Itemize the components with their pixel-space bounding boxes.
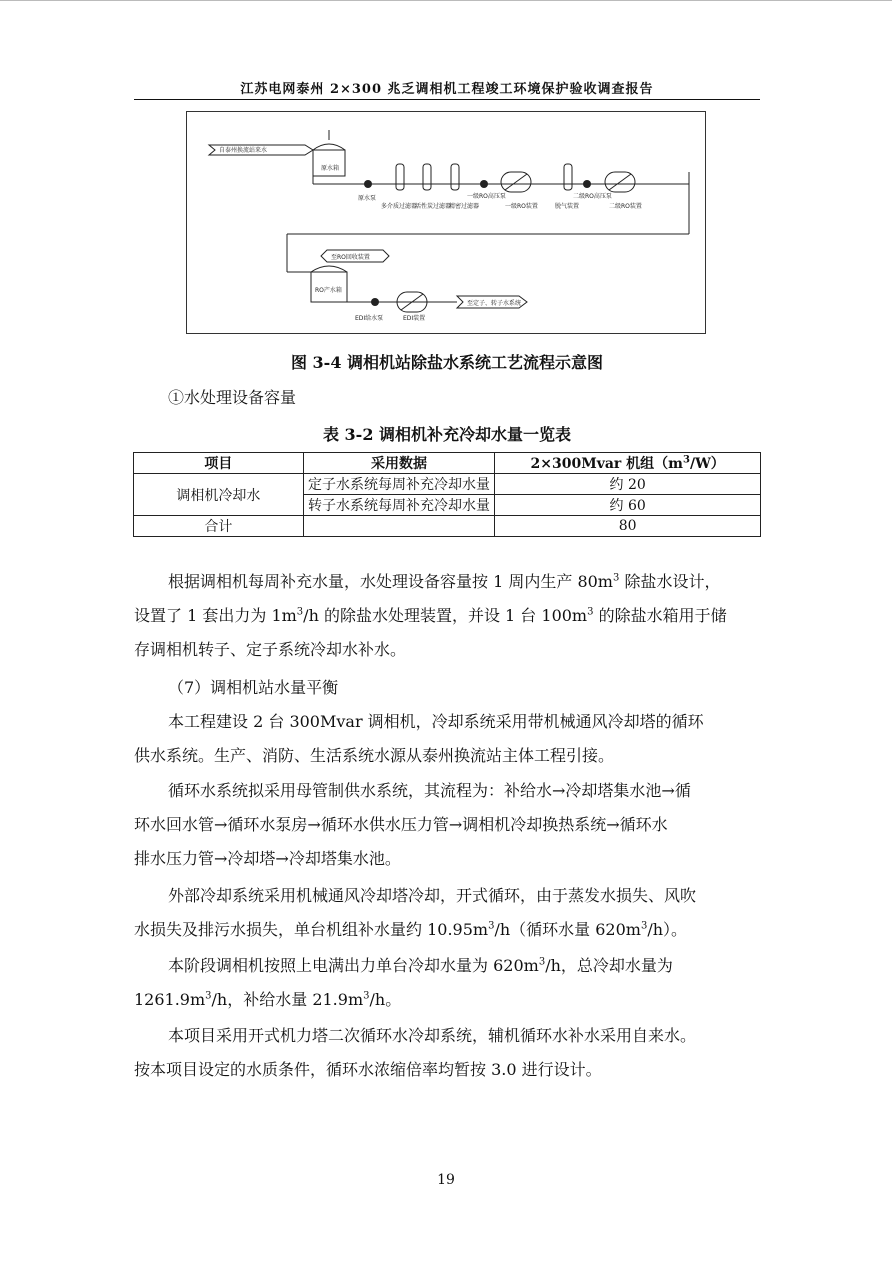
group-label-cell: 调相机冷却水 <box>134 474 304 516</box>
paragraph-secondary-cooling: 本项目采用开式机力塔二次循环水冷却系统，辅机循环水补水采用自来水。 按本项目设定的水质条件，循环水浓缩倍率均暂按 3.0 进行设计。 <box>134 1026 697 1079</box>
label-return: 至RO回收装置 <box>331 254 370 261</box>
table-total-row <box>134 516 761 537</box>
page-number: 19 <box>437 1172 455 1188</box>
label-tank2: RO产水箱 <box>315 287 342 294</box>
label-pump2: EDI给水泵 <box>355 315 384 322</box>
label-pump1: 原水泵 <box>358 195 377 202</box>
header-unit: 2×300Mvar 机组$(m^3/W)$ <box>495 453 761 474</box>
label-tank1: 原水箱 <box>321 165 340 172</box>
header-rule <box>134 99 760 100</box>
table-row <box>134 474 761 495</box>
total-label-cell: 合计 <box>134 516 304 537</box>
row-value-cell: 约 20 <box>495 474 761 495</box>
cooling-water-table <box>133 452 761 537</box>
total-empty-cell <box>303 516 495 537</box>
header-data: 采用数据 <box>303 453 495 474</box>
running-header: 江苏电网泰州 2×300 兆乏调相机工程竣工环境保护验收调查报告 <box>240 82 654 97</box>
label-ro2: 二级RO装置 <box>609 203 642 210</box>
row-item-cell: 转子水系统每周补充冷却水量 <box>303 495 495 516</box>
label-filter3: 精密过滤器 <box>449 203 480 210</box>
paragraph-cooling-volume: 本阶段调相机按照上电满出力单台冷却水量为 $620m^3/h$，总冷却水量为 $1261.9m^3/h$，补给水量 $21.9m^3/h$。 <box>134 956 673 1009</box>
paragraph-circulation-flow: 循环水系统拟采用母管制供水系统，其流程为：补给水→冷却塔集水池→循 环水回水管→循环水泵房→循环水供水压力管→调相机冷却换热系统→循环水 排水压力管→冷却塔→冷却塔集水池。 <box>134 781 691 868</box>
label-out: 至定子、转子水系统 <box>467 300 522 307</box>
section-item: ①水处理设备容量 <box>168 388 297 407</box>
raw-water-tank-shape <box>313 150 345 176</box>
label-filter1: 多介质过滤器 <box>381 203 418 210</box>
label-filter2: 活性炭过滤器 <box>415 203 452 210</box>
subsection-heading: （7）调相机站水量平衡 <box>168 678 339 697</box>
paragraph-project: 本工程建设 2 台 300Mvar 调相机，冷却系统采用带机械通风冷却塔的循环 供水系统。生产、消防、生活系统水源从泰州换流站主体工程引接。 <box>134 712 704 765</box>
label-edi: EDI装置 <box>403 315 426 322</box>
row-value-cell: 约 60 <box>495 495 761 516</box>
label-pump-ro2: 二级RO高压泵 <box>573 193 612 200</box>
figure-caption: 图 3-4 调相机站除盐水系统工艺流程示意图 <box>290 353 604 372</box>
paragraph-external-cooling: 外部冷却系统采用机械通风冷却塔冷却，开式循环，由于蒸发水损失、风吹 水损失及排污水损失，单台机组补水量约 $10.95m^3/h$（循环水量 $620m^3/h$）。 <box>134 886 697 939</box>
table-caption: 表 3-2 调相机补充冷却水量一览表 <box>322 425 572 444</box>
row-item-cell: 定子水系统每周补充冷却水量 <box>303 474 495 495</box>
total-value-cell: 80 <box>495 516 761 537</box>
flow-diagram-svg <box>187 112 707 335</box>
label-degas: 脱气装置 <box>555 203 580 210</box>
paragraph-capacity: 根据调相机每周补充水量，水处理设备容量按 1 周内生产 $80m^3$ 除盐水设计， 设置了 1 套出力为 $1m^3/h$ 的除盐水处理装置，并设 1 台 $100m^3$ 的除盐水箱用于储 存调相机转子、定子系统冷却水补水。 <box>134 572 727 659</box>
label-pump-ro1: 一级RO高压泵 <box>467 193 506 200</box>
label-ro1: 一级RO装置 <box>505 203 538 210</box>
table-header-row <box>134 453 761 474</box>
label-source: 自泰州换流站来水 <box>219 147 268 154</box>
page-top-border <box>0 0 892 1</box>
process-flow-diagram <box>186 111 706 334</box>
header-item: 项目 <box>134 453 304 474</box>
